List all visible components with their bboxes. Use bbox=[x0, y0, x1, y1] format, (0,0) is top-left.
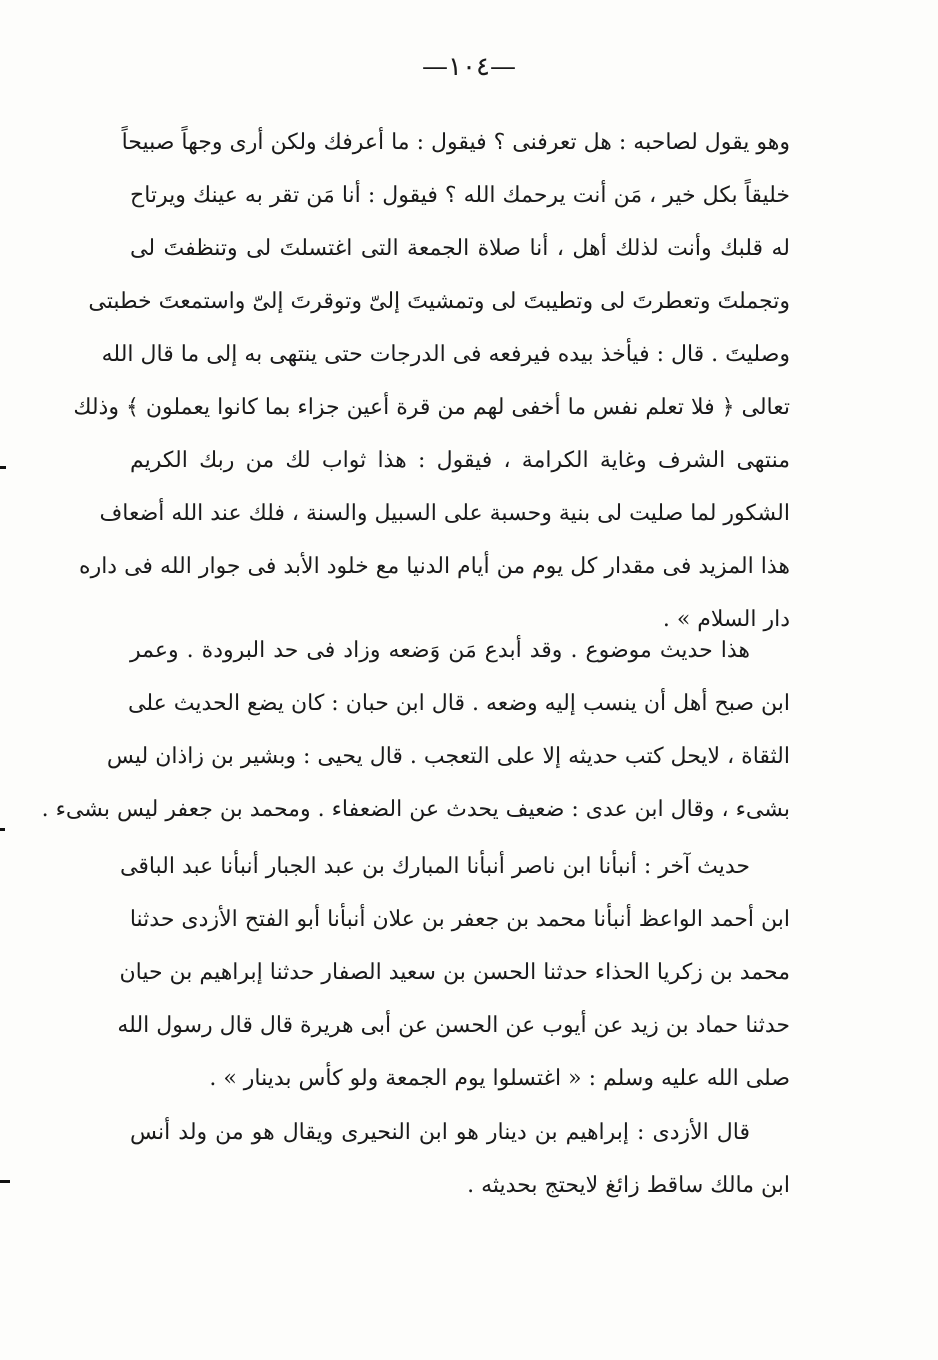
text-line: قال الأزدى : إبراهيم بن دينار هو ابن النحيرى ويقال هو من ولد أنس bbox=[130, 1120, 750, 1145]
text-line: له قلبك وأنت لذلك أهل ، أنا صلاة الجمعة التى اغتسلتَ لى وتنظفتَ لى bbox=[130, 236, 790, 261]
text-line: الثقاة ، لايحل كتب حديثه إلا على التعجب . قال يحيى : وبشير بن زاذان ليس bbox=[106, 744, 790, 769]
text-line: خليقاً بكل خير ، مَن أنت يرحمك الله ؟ فيقول : أنا مَن تقر به عينك ويرتاح bbox=[130, 183, 790, 208]
text-line: هذا حديث موضوع . وقد أبدع مَن وَضعه وزاد فى حد البرودة . وعمر bbox=[130, 638, 750, 663]
scan-mark bbox=[0, 828, 5, 831]
text-line: منتهى الشرف وغاية الكرامة ، فيقول : هذا ثواب لك من ربك الكريم bbox=[130, 448, 790, 473]
text-line: ابن صبح أهل أن ينسب إليه وضعه . قال ابن حبان : كان يضع الحديث على bbox=[128, 691, 790, 716]
text-line: تعالى ﴿ فلا تعلم نفس ما أخفى لهم من قرة أعين جزاء بما كانوا يعملون ﴾ وذلك bbox=[73, 395, 790, 420]
text-line: ابن مالك ساقط زائغ لايحتج بحديثه . bbox=[467, 1173, 790, 1198]
page-number: —١٠٤— bbox=[422, 52, 516, 82]
paragraph-hadith-commentary bbox=[41, 624, 790, 836]
paragraph-hadith-chain bbox=[117, 840, 790, 1105]
text-line: حدثنا حماد بن زيد عن أيوب عن الحسن عن أبى هريرة قال قال رسول الله bbox=[117, 1013, 790, 1038]
text-line: دار السلام » . bbox=[662, 607, 790, 632]
text-line: وتجملتَ وتعطرتَ لى وتطيبتَ لى وتمشيتَ إلىّ وتوقرتَ إلىّ واستمعتَ خطبتى bbox=[88, 289, 790, 314]
text-line: ابن أحمد الواعظ أنبأنا محمد بن جعفر بن علان أنبأنا أبو الفتح الأزدى حدثنا bbox=[129, 907, 790, 932]
text-line: بشىء ، وقال ابن عدى : ضعيف يحدث عن الضعفاء . ومحمد بن جعفر ليس بشىء . bbox=[41, 797, 790, 822]
text-line: الشكور لما صليت لى بنية وحسبة على السبيل والسنة ، فلك عند الله أضعاف bbox=[99, 501, 790, 526]
text-line: صلى الله عليه وسلم : « اغتسلوا يوم الجمعة ولو كأس بدينار » . bbox=[209, 1066, 790, 1091]
paragraph-hadith-text bbox=[73, 116, 790, 646]
text-line: هذا المزيد فى مقدار كل يوم من أيام الدنيا مع خلود الأبد فى جوار الله فى داره bbox=[79, 554, 790, 579]
scan-mark bbox=[0, 466, 6, 469]
text-line: حديث آخر : أنبأنا ابن ناصر أنبأنا المبارك بن عبد الجبار أنبأنا عبد الباقى bbox=[119, 854, 750, 879]
text-line: محمد بن زكريا الحذاء حدثنا الحسن بن سعيد الصفار حدثنا إبراهيم بن حيان bbox=[119, 960, 790, 985]
paragraph-narrator-note bbox=[130, 1106, 790, 1212]
scan-mark bbox=[0, 1180, 10, 1183]
text-line: وهو يقول لصاحبه : هل تعرفنى ؟ فيقول : ما أعرفك ولكن أرى وجهاً صبيحاً bbox=[121, 130, 790, 155]
text-line: وصليتَ . قال : فيأخذ بيده فيرفعه فى الدرجات حتى ينتهى به إلى ما قال الله bbox=[101, 342, 790, 367]
